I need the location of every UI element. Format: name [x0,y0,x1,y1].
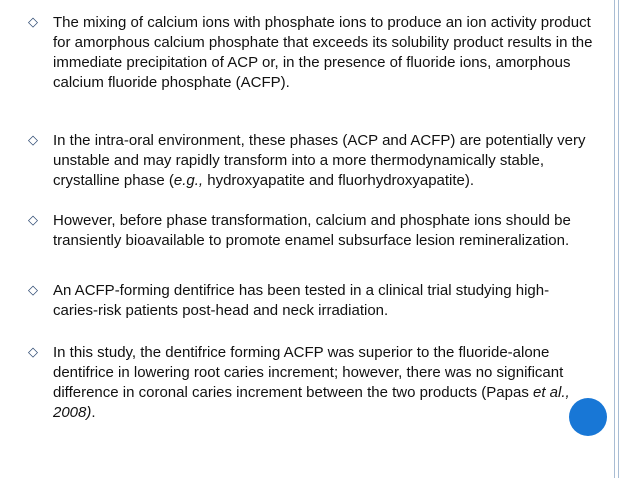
diamond-bullet-icon: ◇ [28,133,38,148]
bullet-text-2-end: hydroxyapatite and fluorhydroxyapatite). [203,172,475,189]
diamond-bullet-icon: ◇ [28,15,38,30]
diamond-bullet-icon: ◇ [28,213,38,228]
bullet-text-3: However, before phase transformation, calcium and phosphate ions should be transiently bioavailable to promote enamel subsurface lesion remineralization. [53,212,571,249]
border-rule-outer [614,0,615,478]
bullet-text-2 [53,131,593,191]
bullet-text-2-italic: e.g., [173,172,204,189]
diamond-bullet-icon: ◇ [28,345,38,360]
bullet-text-4: An ACFP-forming dentifrice has been tested in a clinical trial studying high-caries-risk patients post-head and neck irradiation. [53,282,550,319]
bullet-text-5-end: . [91,404,96,421]
diamond-bullet-icon: ◇ [28,283,38,298]
bullet-text-5-italic: et al., 2008) [53,384,570,421]
bullet-text-1: The mixing of calcium ions with phosphate ions to produce an ion activity product for amorphous calcium phosphate that exceeds its solubility product results in the immediate precipitation of ACP or, in the presence of fluoride ions, amorphous calcium fluoride phosphate (ACFP). [53,14,593,91]
border-rule-inner [618,0,619,478]
bullet-text-2-start: In the intra-oral environment, these phases (ACP and ACFP) are potentially very unstable and may rapidly transform into a more thermodynamically stable, crystalline phase ( [53,132,586,189]
bullet-text-5 [53,343,593,423]
bullet-text-5-start: In this study, the dentifrice forming ACFP was superior to the fluoride-alone dentifrice in lowering root caries increment; however, there was no significant difference in coronal caries increment between the two products (Papas [53,344,564,401]
